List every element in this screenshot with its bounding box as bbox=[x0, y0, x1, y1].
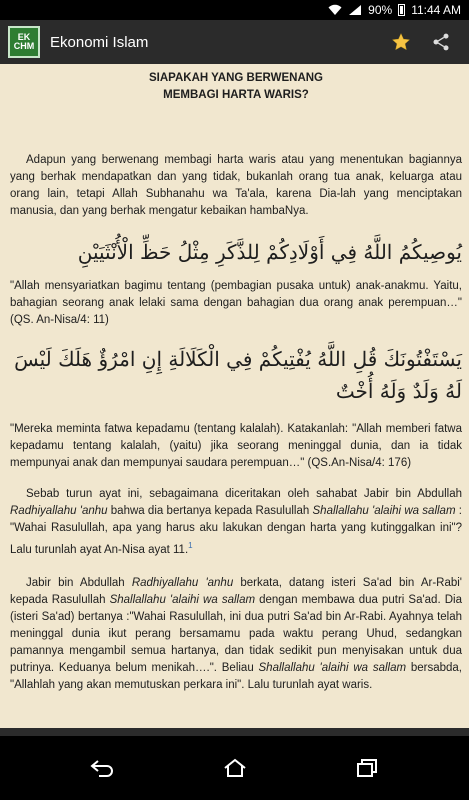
translation-1: "Allah mensyariatkan bagimu tentang (pembagian pusaka untuk) anak-anakmu. Yaitu, bahagian seorang anak lelaki sama dengan bahagian dua orang anak perempuan…"(QS. An-Nisa/4: 11) bbox=[10, 280, 462, 326]
article-title-line2: MEMBAGI HARTA WARIS? bbox=[163, 89, 309, 101]
home-icon bbox=[223, 758, 247, 778]
recent-apps-icon bbox=[356, 758, 378, 778]
battery-icon bbox=[398, 4, 405, 16]
footnote-link[interactable]: 1 bbox=[188, 541, 193, 550]
app-logo[interactable]: EK CHM bbox=[8, 26, 40, 58]
translation-2: "Mereka meminta fatwa kepadamu (tentang kalalah). Katakanlah: "Allah memberi fatwa kepadamu tentang kalalah, (yaitu) jika seorang meninggal dunia, dan ia tidak mempunyai anak dan mempunyai saudara perempuan…" (QS.An-Nisa/4: 176) bbox=[10, 423, 462, 469]
battery-level: 90% bbox=[368, 3, 393, 17]
app-title: Ekonomi Islam bbox=[50, 33, 149, 51]
paragraph-intro: Adapun yang berwenang membagi harta waris atau yang menentukan bagiannya yang berhak mendapatkan dan yang tidak, bukanlah orang tua anak, keluarga atau orang lain, tetapi Allah Subhanahu wa Ta'ala, karena Dia-lah yang menciptakan manusia, dan yang berhak mengatur kebaikan hambaNya. bbox=[10, 154, 462, 217]
status-bar bbox=[0, 0, 469, 20]
share-button[interactable] bbox=[421, 22, 461, 62]
back-icon bbox=[89, 759, 115, 777]
star-icon bbox=[391, 32, 411, 52]
article-content[interactable] bbox=[0, 64, 469, 728]
signal-icon bbox=[348, 4, 362, 16]
content-bottom-divider bbox=[0, 728, 469, 736]
wifi-icon bbox=[328, 4, 342, 16]
article-title-line1: SIAPAKAH YANG BERWENANG bbox=[148, 72, 324, 84]
home-button[interactable] bbox=[205, 748, 265, 788]
arabic-verse-2: يَسْتَفْتُونَكَ قُلِ اللَّهُ يُفْتِيكُمْ فِي الْكَلَالَةِ إِنِ امْرُؤٌ هَلَكَ لَيْسَ لَهُ وَلَدٌ وَلَهُ أُخْتٌ bbox=[14, 347, 462, 403]
recent-apps-button[interactable] bbox=[337, 748, 397, 788]
paragraph-asbab: Sebab turun ayat ini, sebagaimana diceritakan oleh sahabat Jabir bin Abdullah Radhiyallahu 'anhu bahwa dia bertanya kepada Rasulullah Shallallahu 'alaihi wa sallam : "Wahai Rasulullah, apa yang harus aku lakukan dengan harta yang kutinggalkan ini"? Lalu turunlah ayat An-Nisa ayat 11.$^1$ bbox=[10, 488, 463, 556]
arabic-verse-1: يُوصِيكُمُ اللَّهُ فِي أَوْلَادِكُمْ لِلذَّكَرِ مِثْلُ حَظِّ الْأُنْثَيَيْنِ bbox=[77, 240, 462, 264]
clock: 11:44 AM bbox=[411, 3, 461, 17]
article-title bbox=[10, 70, 462, 104]
app-bar bbox=[0, 20, 469, 64]
paragraph-jabir: Jabir bin Abdullah Radhiyallahu 'anhu berkata, datang isteri Sa'ad bin Ar-Rabi' kepada Rasulullah Shallallahu 'alaihi wa sallam dengan membawa dua putri Sa'ad. Dia (isteri Sa'ad) bertanya :"Wahai Rasulullah, ini dua putri Sa'ad bin Ar-Rabi. Ayahnya telah meninggal dunia ikut perang bersamamu pada waktu perang Uhud, sedangkan pamannya mengambil semua hartanya, dan tidak sedikit pun menyisakan untuk dua putrinya. Keduanya belum menikah….". Beliau Shallallahu 'alaihi wa sallam bersabda, "Allahlah yang akan memutuskan perkara ini". Lalu turunlah ayat waris. bbox=[10, 576, 462, 691]
favorite-button[interactable] bbox=[381, 22, 421, 62]
back-button[interactable] bbox=[72, 748, 132, 788]
navigation-bar bbox=[0, 736, 469, 800]
share-icon bbox=[431, 32, 451, 52]
